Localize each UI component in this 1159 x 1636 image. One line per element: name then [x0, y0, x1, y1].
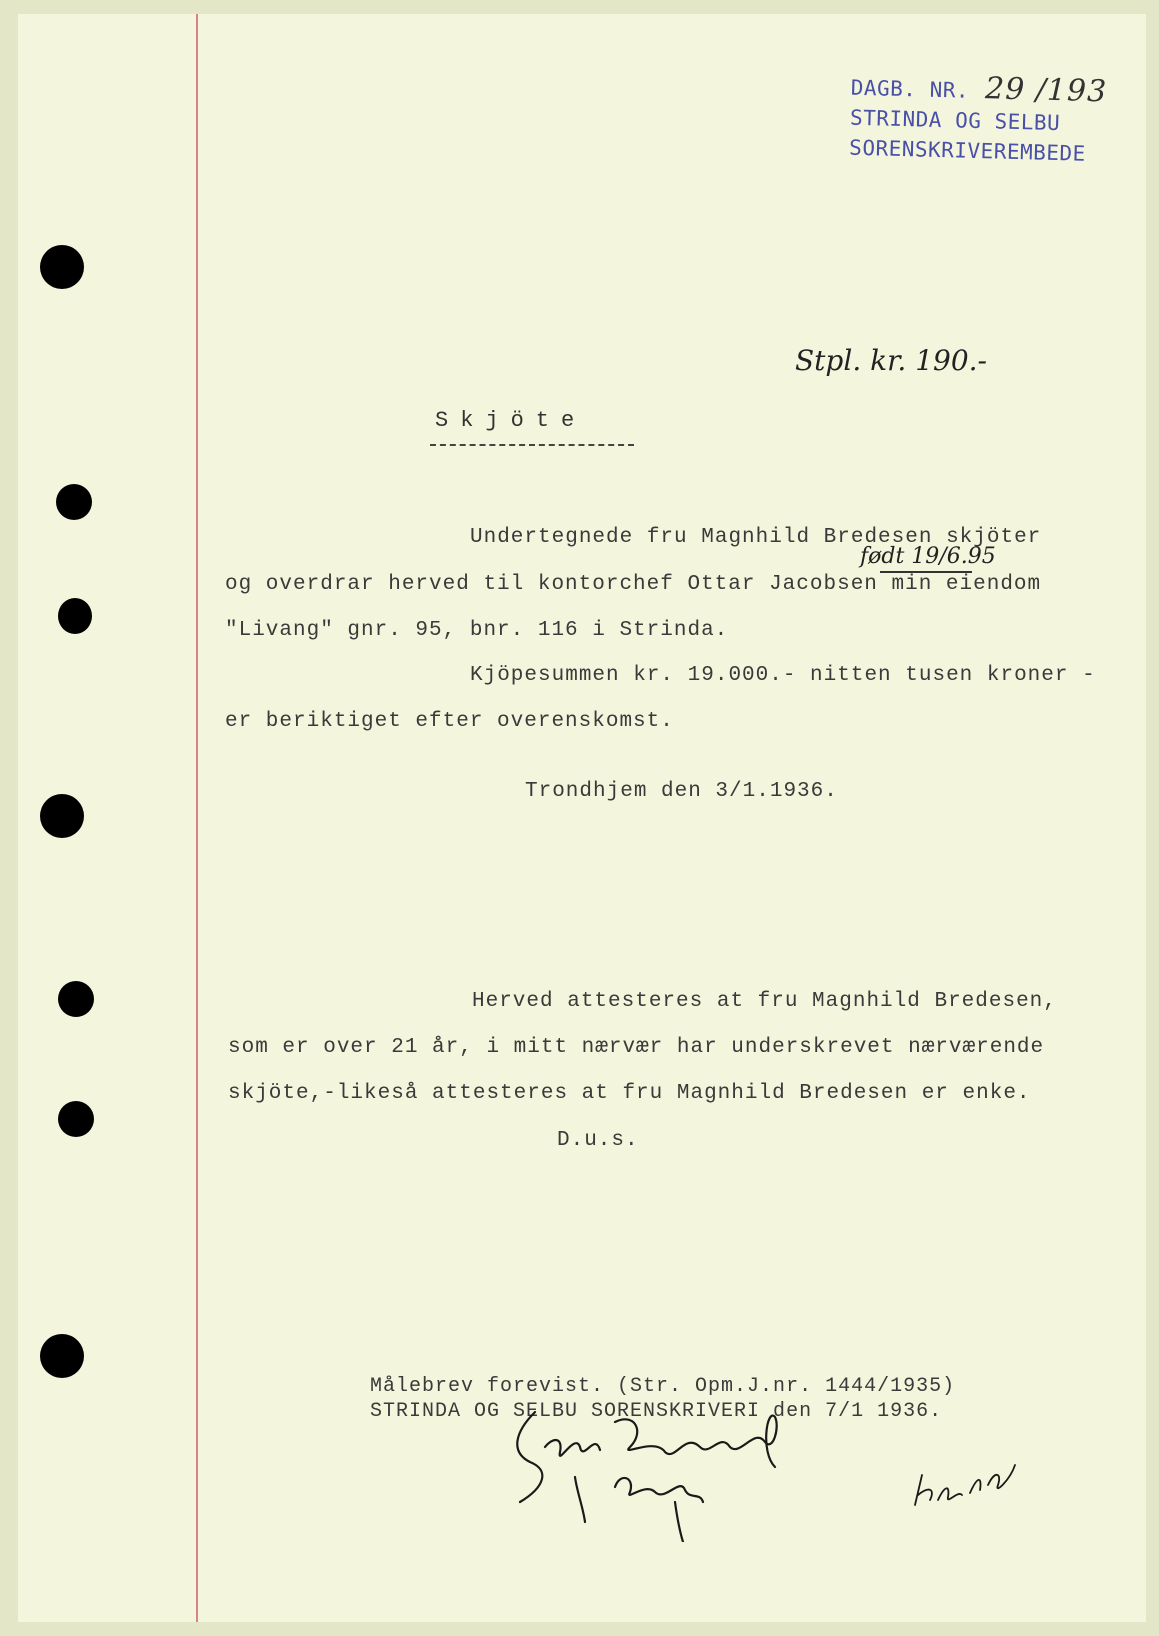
- attest-line: skjöte,-likeså attesteres at fru Magnhild Bredesen er enke.: [228, 1082, 1031, 1105]
- punch-hole: [56, 484, 92, 520]
- born-note: født 19/6.95: [860, 544, 996, 569]
- punch-hole: [40, 794, 84, 838]
- stamp-fee-note: Stpl. kr. 190.-: [795, 344, 987, 377]
- punch-hole: [58, 1101, 94, 1137]
- punch-hole: [40, 1334, 84, 1378]
- stamp-line-3: SORENSKRIVEREMBEDE: [848, 135, 1087, 166]
- punch-hole: [58, 981, 94, 1017]
- stamp-line-2: STRINDA OG SELBU: [849, 105, 1061, 136]
- para1-line: Undertegnede fru Magnhild Bredesen skjöter: [470, 526, 1042, 549]
- para1-line: og overdrar herved til kontorchef Ottar Jacobsen min eiendom: [225, 573, 1042, 596]
- punch-hole: [58, 598, 92, 634]
- attest-line: som er over 21 år, i mitt nærvær har underskrevet nærværende: [228, 1036, 1045, 1059]
- initials-mark: [910, 1455, 1020, 1515]
- stamp-number: 29 /193: [984, 71, 1108, 110]
- signature: [505, 1392, 825, 1542]
- attest-line: Herved attesteres at fru Magnhild Bredesen,: [472, 990, 1057, 1013]
- punch-hole: [40, 245, 84, 289]
- margin-rule: [196, 14, 198, 1622]
- footer-line: STRINDA OG SELBU SORENSKRIVERI den 7/1 1936.: [370, 1400, 943, 1423]
- footer-line: Målebrev forevist. (Str. Opm.J.nr. 1444/1935): [370, 1375, 956, 1398]
- registry-stamp: [849, 71, 1108, 170]
- place-date: Trondhjem den 3/1.1936.: [525, 780, 838, 803]
- title-underline: [430, 444, 634, 446]
- document-title: Skjöte: [435, 408, 587, 433]
- closing: D.u.s.: [557, 1129, 639, 1152]
- stamp-line-1: DAGB. NR.: [850, 75, 970, 103]
- para1-line: er beriktiget efter overenskomst.: [225, 710, 674, 733]
- para1-line: "Livang" gnr. 95, bnr. 116 i Strinda.: [225, 619, 729, 642]
- para1-line: Kjöpesummen kr. 19.000.- nitten tusen kroner -: [470, 664, 1096, 687]
